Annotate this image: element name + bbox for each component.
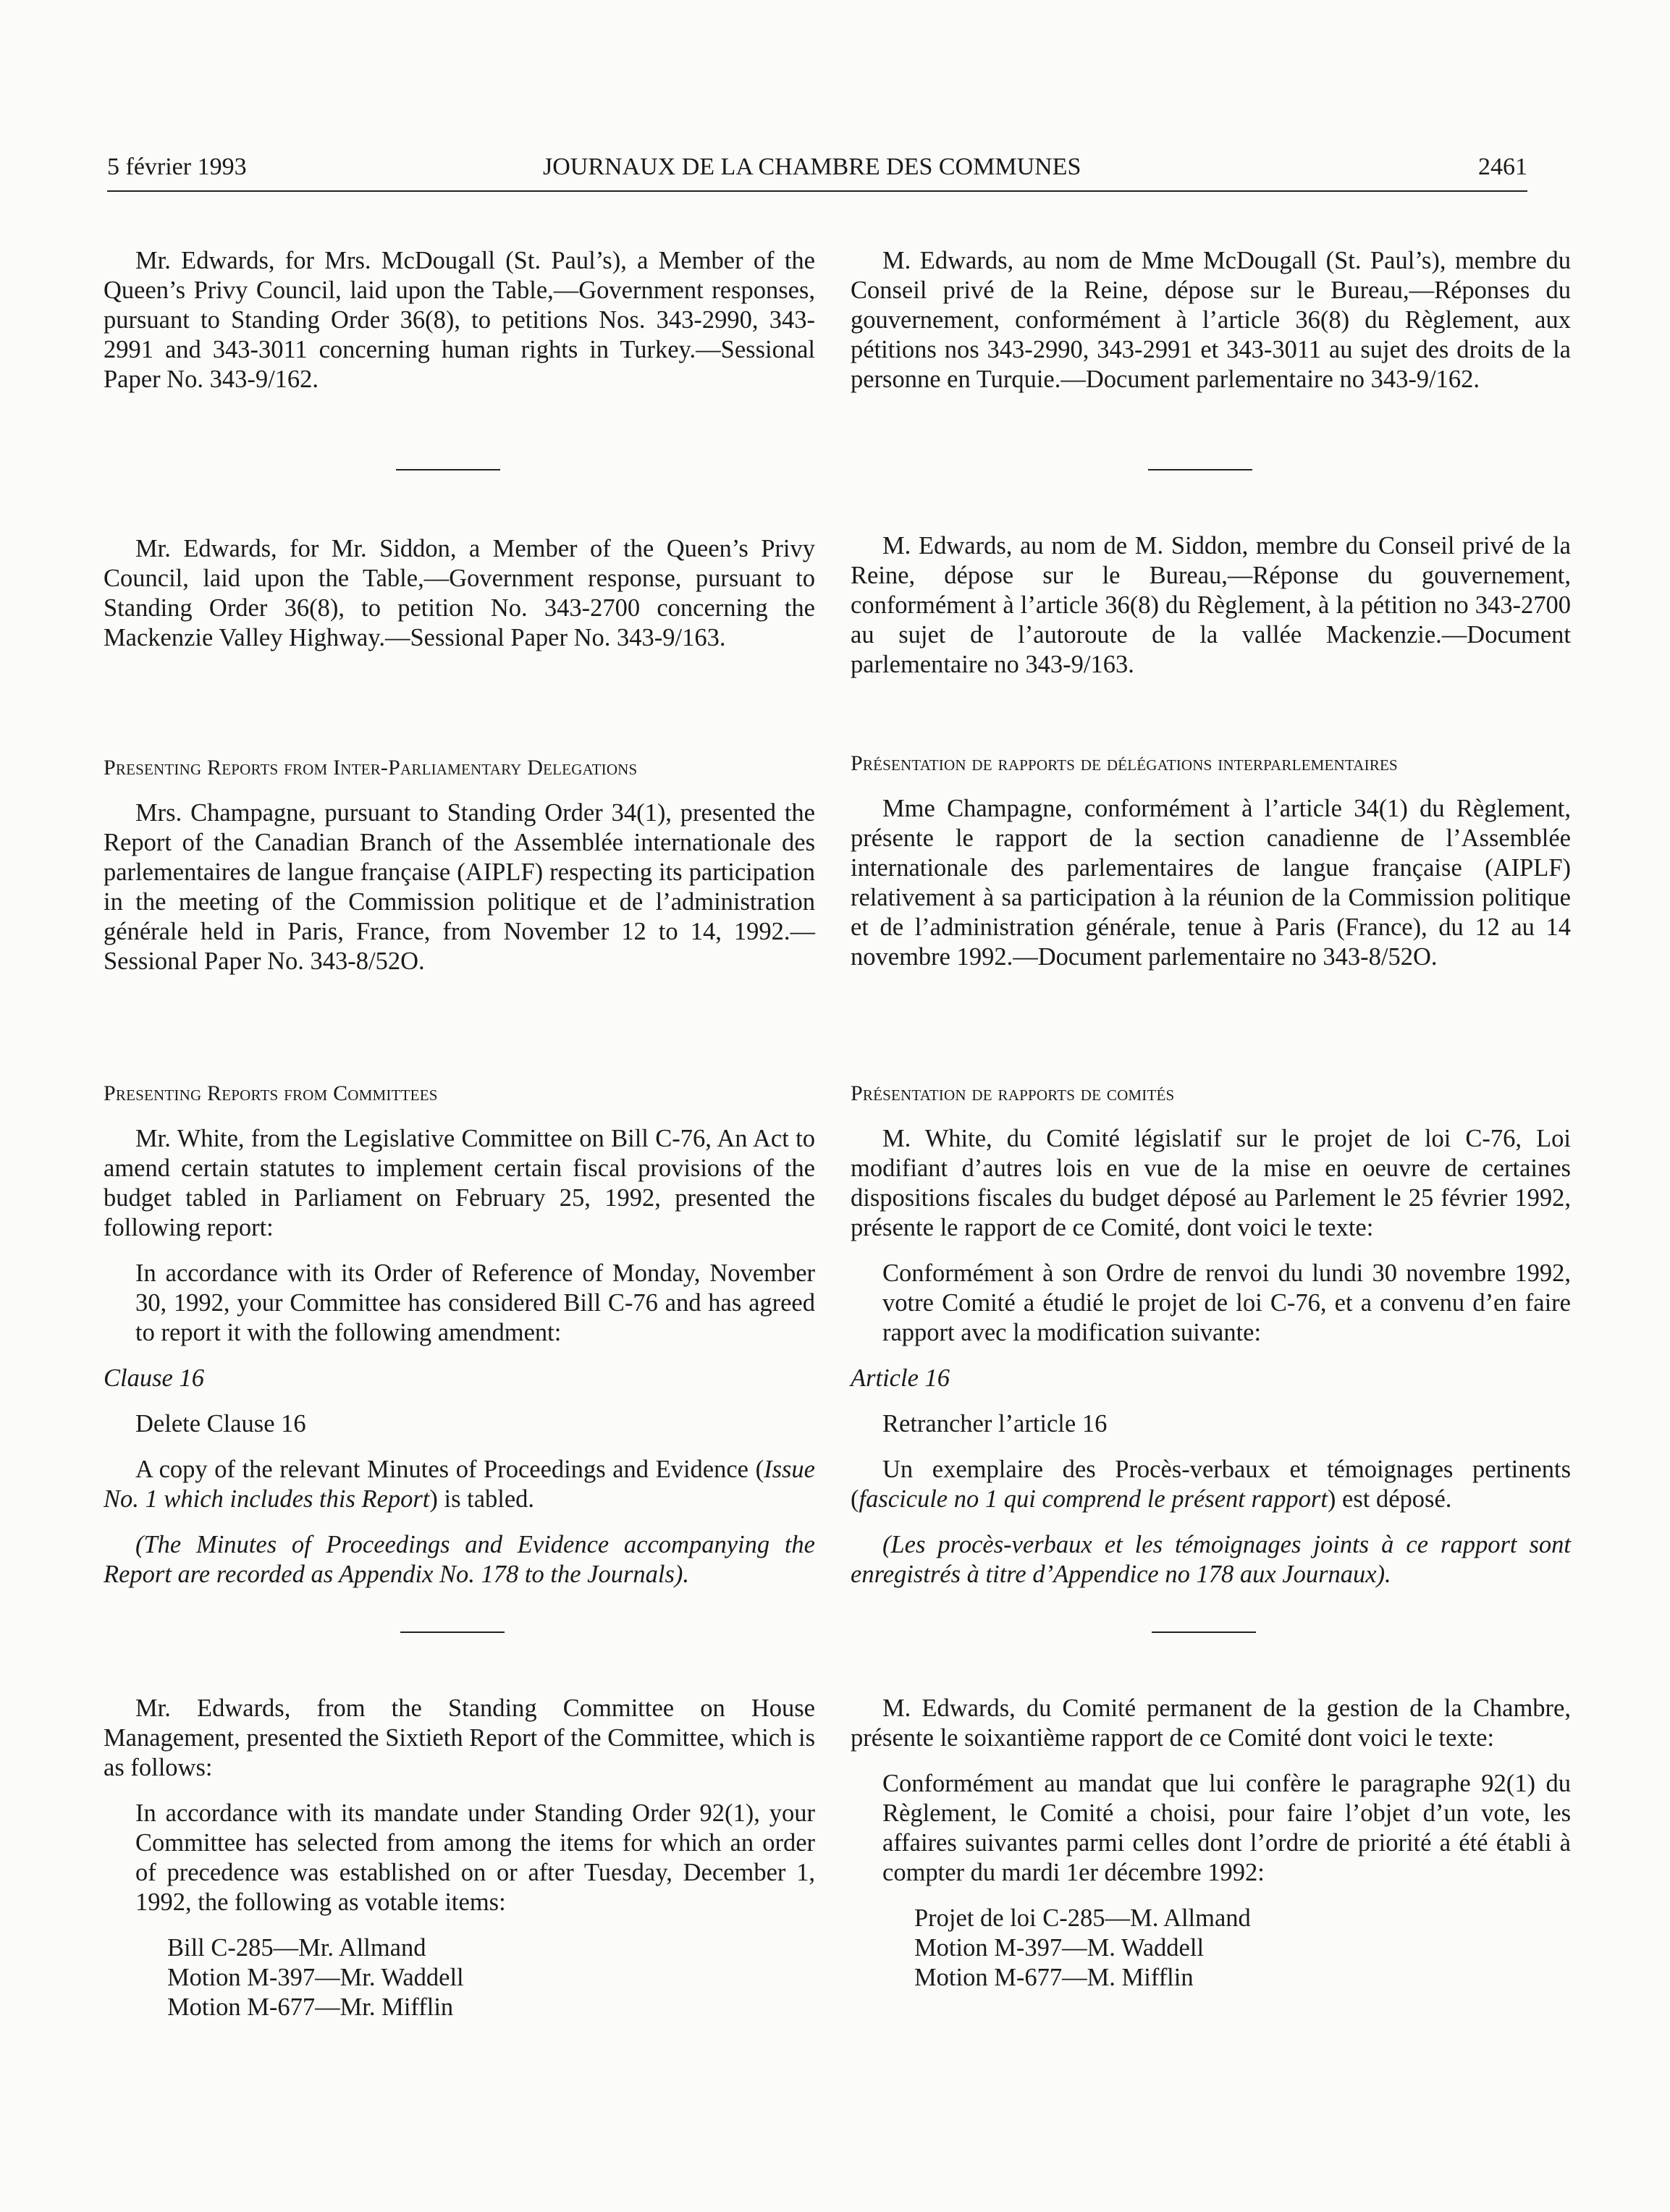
fr-entry-2 bbox=[851, 531, 1571, 680]
fr-heading-committees: Présentation de rapports de comités bbox=[851, 1081, 1175, 1105]
en-item-3: Motion M-677—Mr. Mifflin bbox=[167, 1993, 454, 2021]
fr-paragraph-7: (Les procès-verbaux et les témoignages joints à ce rapport sont enregistrés à titre d’Appendice no 178 aux Journaux). bbox=[851, 1531, 1571, 1588]
en-paragraph-1: Mr. Edwards, for Mrs. McDougall (St. Paul’s), a Member of the Queen’s Privy Council, laid upon the Table,—Government responses, pursuant to Standing Order 36(8), to petitions Nos. 343-2990, 343-2991 and 343-3011 concerning human rights in Turkey.—Sessional Paper No. 343-9/162. bbox=[104, 247, 815, 393]
fr-paragraph-1: M. Edwards, au nom de Mme McDougall (St. Paul’s), membre du Conseil privé de la Reine, dépose sur le Bureau,—Réponses du gouvernement, conformément à l’article 36(8) du Règlement, aux pétitions nos 343-2990, 343-2991 et 343-3011 au sujet des droits de la personne en Turquie.—Document parlementaire no 343-9/162. bbox=[851, 247, 1571, 393]
en-heading-delegations: Presenting Reports from Inter-Parliamentary Delegations bbox=[104, 756, 638, 780]
fr-paragraph-9: Conformément au mandat que lui confère le paragraphe 92(1) du Règlement, le Comité a choisi, pour faire l’objet d’un vote, les affaires suivantes parmi celles dont l’ordre de priorité a été établi à compter du mardi 1er décembre 1992: bbox=[882, 1770, 1571, 1886]
header-rule bbox=[107, 190, 1527, 192]
en-item-1: Bill C-285—Mr. Allmand bbox=[167, 1934, 426, 1962]
en-entry-2 bbox=[104, 534, 815, 653]
en-entry-house-management bbox=[104, 1694, 815, 2022]
fr-paragraph-8: M. Edwards, du Comité permanent de la gestion de la Chambre, présente le soixantième rapport de ce Comité dont voici le texte: bbox=[851, 1694, 1571, 1752]
fr-paragraph-4: M. White, du Comité législatif sur le projet de loi C-76, Loi modifiant d’autres lois en vue de la mise en oeuvre de certaines dispositions fiscales du budget déposé au Parlement le 25 février 1992, présente le rapport de ce Comité, dont voici le texte: bbox=[851, 1125, 1571, 1241]
en-paragraph-7: (The Minutes of Proceedings and Evidence accompanying the Report are recorded as Appendix No. 178 to the Journals). bbox=[104, 1531, 815, 1588]
fr-entry-1 bbox=[851, 246, 1571, 394]
fr-paragraph-6: Un exemplaire des Procès-verbaux et témoignages pertinents (fascicule no 1 qui comprend le présent rapport) est déposé. bbox=[851, 1456, 1571, 1513]
en-entry-1 bbox=[104, 246, 815, 394]
en-section-delegations bbox=[104, 753, 815, 976]
en-paragraph-8: Mr. Edwards, from the Standing Committee on House Management, presented the Sixtieth Report of the Committee, which is as follows: bbox=[104, 1694, 815, 1781]
fr-paragraph-2: M. Edwards, au nom de M. Siddon, membre du Conseil privé de la Reine, dépose sur le Bureau,—Réponse du gouvernement, conformément à l’article 36(8) du Règlement, à la pétition no 343-2700 au sujet de l’autoroute de la vallée Mackenzie.—Document parlementaire no 343-9/163. bbox=[851, 532, 1571, 678]
fr-paragraph-5: Conformément à son Ordre de renvoi du lundi 30 novembre 1992, votre Comité a étudié le projet de loi C-76, et a convenu d’en faire rapport avec la modification suivante: bbox=[882, 1259, 1571, 1346]
en-paragraph-3: Mrs. Champagne, pursuant to Standing Order 34(1), presented the Report of the Canadian Branch of the Assemblée internationale des parlementaires de langue française (AIPLF) respecting its participation in the meeting of the Commission politique et de l’administration générale held in Paris, France, from November 12 to 14, 1992.—Sessional Paper No. 343-8/52O. bbox=[104, 799, 815, 975]
header-title: JOURNAUX DE LA CHAMBRE DES COMMUNES bbox=[543, 153, 1081, 180]
en-section-committees bbox=[104, 1078, 815, 1590]
en-delete-clause: Delete Clause 16 bbox=[135, 1410, 306, 1438]
en-separator-2 bbox=[400, 1631, 505, 1633]
fr-separator-2 bbox=[1152, 1631, 1256, 1633]
en-separator-1 bbox=[396, 469, 500, 470]
en-paragraph-9: In accordance with its mandate under Standing Order 92(1), your Committee has selected from among the items for which an order of precedence was established on or after Tuesday, December 1, 1992, the following as votable items: bbox=[135, 1799, 815, 1916]
fr-clause: Article 16 bbox=[851, 1364, 950, 1392]
en-paragraph-2: Mr. Edwards, for Mr. Siddon, a Member of the Queen’s Privy Council, laid upon the Table,—Government response, pursuant to Standing Order 36(8), to petition No. 343-2700 concerning the Mackenzie Valley Highway.—Sessional Paper No. 343-9/163. bbox=[104, 535, 815, 651]
en-clause: Clause 16 bbox=[104, 1364, 204, 1392]
fr-paragraph-3: Mme Champagne, conformément à l’article 34(1) du Règlement, présente le rapport de la section canadienne de l’Assemblée internationale des parlementaires de langue française (AIPLF) relativement à sa participation à la réunion de la Commission politique et de l’administration générale, tenue à Paris (France), du 12 au 14 novembre 1992.—Document parlementaire no 343-8/52O. bbox=[851, 795, 1571, 971]
fr-item-3: Motion M-677—M. Mifflin bbox=[914, 1964, 1194, 1991]
en-paragraph-4: Mr. White, from the Legislative Committee on Bill C-76, An Act to amend certain statutes to implement certain fiscal provisions of the budget tabled in Parliament on February 25, 1992, presented the following report: bbox=[104, 1125, 815, 1241]
en-paragraph-5: In accordance with its Order of Reference of Monday, November 30, 1992, your Committee has considered Bill C-76 and has agreed to report it with the following amendment: bbox=[135, 1259, 815, 1346]
fr-item-1: Projet de loi C-285—M. Allmand bbox=[914, 1904, 1251, 1932]
en-paragraph-6: A copy of the relevant Minutes of Proceedings and Evidence (Issue No. 1 which includes this Report) is tabled. bbox=[104, 1456, 815, 1513]
fr-heading-delegations: Présentation de rapports de délégations interparlementaires bbox=[851, 751, 1398, 775]
en-item-2: Motion M-397—Mr. Waddell bbox=[167, 1964, 464, 1991]
fr-section-committees bbox=[851, 1078, 1571, 1590]
en-heading-committees: Presenting Reports from Committees bbox=[104, 1081, 438, 1105]
running-head bbox=[107, 153, 1527, 191]
header-date: 5 février 1993 bbox=[107, 153, 247, 180]
fr-entry-house-management bbox=[851, 1694, 1571, 1993]
fr-section-delegations bbox=[851, 748, 1571, 972]
fr-separator-1 bbox=[1148, 469, 1252, 470]
fr-item-2: Motion M-397—M. Waddell bbox=[914, 1934, 1205, 1962]
page-number: 2461 bbox=[1478, 153, 1527, 180]
fr-delete-clause: Retrancher l’article 16 bbox=[882, 1410, 1108, 1438]
